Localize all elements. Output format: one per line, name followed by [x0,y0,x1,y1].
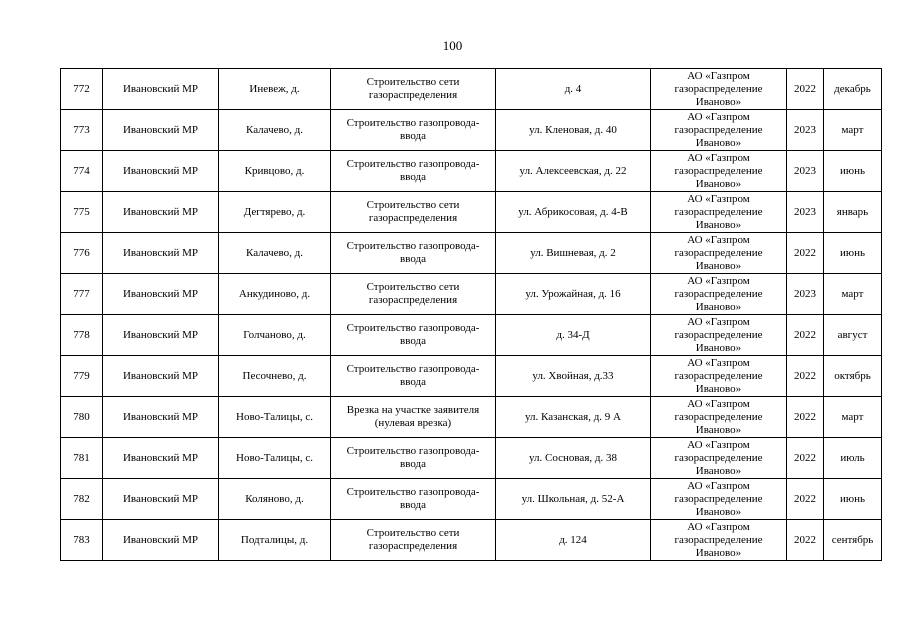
work-type-cell [331,520,496,561]
organization-line: Иваново» [695,423,742,436]
row-number: 777 [61,274,103,315]
work-type-line: ввода [400,499,426,511]
table-row [61,69,882,110]
work-type-line: Строительство сети [366,199,460,211]
address-cell: ул. Сосновая, д. 38 [496,438,651,479]
row-number: 773 [61,110,103,151]
work-type-line: газораспределения [368,89,458,101]
address-cell: д. 34-Д [496,315,651,356]
year-cell: 2022 [787,233,824,274]
organization-cell [651,397,787,438]
month-cell: июнь [824,479,882,520]
district-cell: Ивановский МР [103,520,219,561]
organization-line: Иваново» [695,136,742,149]
page-number: 100 [442,38,463,53]
table-row [61,192,882,233]
work-type-line: Врезка на участке заявителя [346,404,480,416]
month-cell: август [824,315,882,356]
organization-line: Иваново» [695,218,742,231]
work-type-line: Строительство сети [366,281,460,293]
locality-cell: Голчаново, д. [219,315,331,356]
work-type-line: ввода [400,253,426,265]
organization-cell [651,110,787,151]
district-cell: Ивановский МР [103,315,219,356]
work-type-cell [331,479,496,520]
address-cell: ул. Кленовая, д. 40 [496,110,651,151]
table-row [61,110,882,151]
row-number: 775 [61,192,103,233]
work-type-line: Строительство газопровода- [346,158,480,170]
month-cell: март [824,397,882,438]
organization-line: Иваново» [695,546,742,559]
locality-cell: Иневеж, д. [219,69,331,110]
organization-cell [651,151,787,192]
table-row [61,479,882,520]
organization-line: газораспределение [674,82,763,95]
district-cell: Ивановский МР [103,438,219,479]
work-type-cell [331,397,496,438]
year-cell: 2022 [787,479,824,520]
organization-cell [651,192,787,233]
work-type-cell [331,151,496,192]
table-row [61,520,882,561]
locality-cell: Калачево, д. [219,233,331,274]
work-type-line: газораспределения [368,212,458,224]
organization-line: АО «Газпром [687,274,750,287]
address-cell: ул. Казанская, д. 9 А [496,397,651,438]
locality-cell: Кривцово, д. [219,151,331,192]
organization-line: АО «Газпром [687,315,750,328]
organization-line: газораспределение [674,205,763,218]
district-cell: Ивановский МР [103,274,219,315]
work-type-line: ввода [400,458,426,470]
year-cell: 2023 [787,151,824,192]
work-type-line: Строительство газопровода- [346,486,480,498]
locality-cell: Коляново, д. [219,479,331,520]
organization-line: АО «Газпром [687,110,750,123]
year-cell: 2023 [787,110,824,151]
year-cell: 2023 [787,192,824,233]
year-cell: 2022 [787,69,824,110]
row-number: 778 [61,315,103,356]
organization-line: Иваново» [695,382,742,395]
work-type-cell [331,233,496,274]
locality-cell: Подталицы, д. [219,520,331,561]
organization-cell [651,438,787,479]
table-row [61,356,882,397]
organization-line: газораспределение [674,287,763,300]
district-cell: Ивановский МР [103,151,219,192]
table-row [61,315,882,356]
row-number: 779 [61,356,103,397]
gasification-table [60,68,882,561]
work-type-cell [331,69,496,110]
organization-line: АО «Газпром [687,233,750,246]
address-cell: ул. Абрикосовая, д. 4-В [496,192,651,233]
month-cell: июнь [824,233,882,274]
organization-line: АО «Газпром [687,397,750,410]
district-cell: Ивановский МР [103,110,219,151]
address-cell: ул. Хвойная, д.33 [496,356,651,397]
month-cell: сентябрь [824,520,882,561]
organization-line: газораспределение [674,492,763,505]
locality-cell: Дегтярево, д. [219,192,331,233]
district-cell: Ивановский МР [103,192,219,233]
organization-line: Иваново» [695,177,742,190]
row-number: 783 [61,520,103,561]
address-cell: ул. Урожайная, д. 16 [496,274,651,315]
year-cell: 2022 [787,520,824,561]
work-type-line: газораспределения [368,294,458,306]
organization-line: АО «Газпром [687,520,750,533]
organization-cell [651,233,787,274]
address-cell: ул. Школьная, д. 52-А [496,479,651,520]
organization-line: АО «Газпром [687,479,750,492]
year-cell: 2022 [787,356,824,397]
organization-line: АО «Газпром [687,356,750,369]
table-row [61,233,882,274]
work-type-line: Строительство газопровода- [346,117,480,129]
organization-line: АО «Газпром [687,192,750,205]
table-row [61,274,882,315]
row-number: 774 [61,151,103,192]
year-cell: 2022 [787,438,824,479]
organization-line: газораспределение [674,533,763,546]
organization-line: газораспределение [674,246,763,259]
month-cell: декабрь [824,69,882,110]
table-row [61,151,882,192]
work-type-line: ввода [400,335,426,347]
organization-line: газораспределение [674,164,763,177]
address-cell: д. 4 [496,69,651,110]
address-cell: ул. Алексеевская, д. 22 [496,151,651,192]
table-row [61,438,882,479]
work-type-line: ввода [400,376,426,388]
work-type-cell [331,274,496,315]
work-type-line: Строительство сети [366,76,460,88]
work-type-cell [331,356,496,397]
row-number: 780 [61,397,103,438]
work-type-cell [331,192,496,233]
organization-line: газораспределение [674,123,763,136]
district-cell: Ивановский МР [103,69,219,110]
organization-line: Иваново» [695,300,742,313]
locality-cell: Анкудиново, д. [219,274,331,315]
work-type-line: ввода [400,130,426,142]
work-type-line: Строительство сети [366,527,460,539]
locality-cell: Ново-Талицы, с. [219,397,331,438]
organization-line: газораспределение [674,451,763,464]
organization-line: АО «Газпром [687,151,750,164]
row-number: 772 [61,69,103,110]
locality-cell: Калачево, д. [219,110,331,151]
organization-line: АО «Газпром [687,438,750,451]
year-cell: 2022 [787,315,824,356]
work-type-line: (нулевая врезка) [374,417,452,429]
locality-cell: Ново-Талицы, с. [219,438,331,479]
organization-line: Иваново» [695,259,742,272]
month-cell: июнь [824,151,882,192]
organization-cell [651,315,787,356]
district-cell: Ивановский МР [103,233,219,274]
organization-cell [651,479,787,520]
organization-cell [651,69,787,110]
organization-line: газораспределение [674,369,763,382]
table-row [61,397,882,438]
organization-line: газораспределение [674,328,763,341]
organization-cell [651,520,787,561]
row-number: 781 [61,438,103,479]
district-cell: Ивановский МР [103,479,219,520]
work-type-cell [331,110,496,151]
year-cell: 2023 [787,274,824,315]
work-type-line: ввода [400,171,426,183]
work-type-line: Строительство газопровода- [346,445,480,457]
month-cell: июль [824,438,882,479]
year-cell: 2022 [787,397,824,438]
organization-line: газораспределение [674,410,763,423]
work-type-line: Строительство газопровода- [346,322,480,334]
district-cell: Ивановский МР [103,356,219,397]
month-cell: март [824,110,882,151]
organization-line: Иваново» [695,95,742,108]
row-number: 776 [61,233,103,274]
work-type-cell [331,438,496,479]
organization-line: Иваново» [695,464,742,477]
month-cell: январь [824,192,882,233]
work-type-line: Строительство газопровода- [346,363,480,375]
table-body [61,69,882,561]
organization-line: Иваново» [695,505,742,518]
address-cell: д. 124 [496,520,651,561]
work-type-line: Строительство газопровода- [346,240,480,252]
district-cell: Ивановский МР [103,397,219,438]
month-cell: март [824,274,882,315]
organization-line: Иваново» [695,341,742,354]
row-number: 782 [61,479,103,520]
address-cell: ул. Вишневая, д. 2 [496,233,651,274]
work-type-line: газораспределения [368,540,458,552]
locality-cell: Песочнево, д. [219,356,331,397]
organization-line: АО «Газпром [687,69,750,82]
organization-cell [651,274,787,315]
work-type-cell [331,315,496,356]
month-cell: октябрь [824,356,882,397]
organization-cell [651,356,787,397]
